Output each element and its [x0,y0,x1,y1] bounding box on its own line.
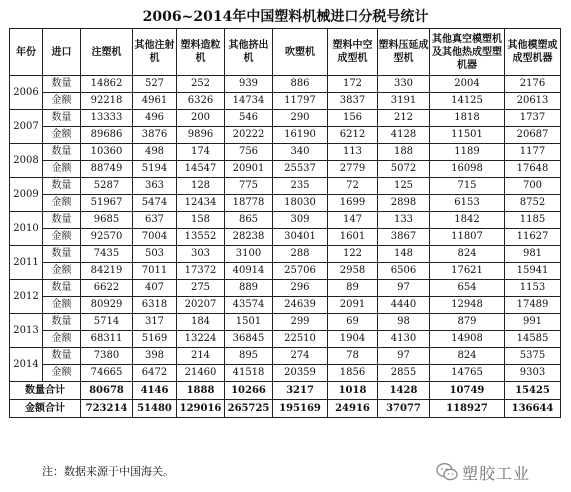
table-row [10,365,561,382]
table-row [10,331,561,348]
value-cell: 74665 [81,365,133,382]
value-cell: 172 [328,76,378,93]
total-value-cell: 80678 [81,382,133,400]
value-cell: 17648 [505,161,561,178]
total-value-cell: 723214 [81,400,133,418]
value-cell: 7435 [81,246,133,263]
metric-label: 金额 [43,297,81,314]
value-cell: 5714 [81,314,133,331]
value-cell: 4961 [133,93,177,110]
value-cell: 6506 [378,263,430,280]
value-cell: 12948 [430,297,505,314]
value-cell: 6326 [177,93,225,110]
table-row [10,314,561,331]
value-cell: 5375 [505,348,561,365]
table-row [10,76,561,93]
value-cell: 14908 [430,331,505,348]
value-cell: 2091 [328,297,378,314]
value-cell: 113 [328,144,378,161]
column-header: 塑料中空成型机 [328,29,378,76]
value-cell: 200 [177,110,225,127]
value-cell: 8752 [505,195,561,212]
source-note: 注：数据来源于中国海关。 [42,465,174,478]
total-value-cell: 4146 [133,382,177,400]
value-cell: 20207 [177,297,225,314]
table-row [10,348,561,365]
column-header: 注塑机 [81,29,133,76]
value-cell: 309 [273,212,328,229]
value-cell: 11807 [430,229,505,246]
value-cell: 9685 [81,212,133,229]
total-value-cell: 10266 [225,382,273,400]
total-value-cell: 15425 [505,382,561,400]
value-cell: 68311 [81,331,133,348]
year-cell: 2011 [10,246,43,280]
value-cell: 330 [378,76,430,93]
value-cell: 889 [225,280,273,297]
value-cell: 865 [225,212,273,229]
value-cell: 16098 [430,161,505,178]
table-row [10,178,561,195]
value-cell: 16190 [273,127,328,144]
value-cell: 7004 [133,229,177,246]
metric-label: 数量 [43,314,81,331]
value-cell: 1601 [328,229,378,246]
metric-label: 金额 [43,195,81,212]
value-cell: 6212 [328,127,378,144]
value-cell: 15941 [505,263,561,280]
value-cell: 69 [328,314,378,331]
value-cell: 11797 [273,93,328,110]
value-cell: 503 [133,246,177,263]
value-cell: 89 [328,280,378,297]
value-cell: 11501 [430,127,505,144]
table-row [10,229,561,246]
metric-label: 数量 [43,348,81,365]
value-cell: 363 [133,178,177,195]
value-cell: 13333 [81,110,133,127]
value-cell: 84219 [81,263,133,280]
value-cell: 20222 [225,127,273,144]
value-cell: 1177 [505,144,561,161]
value-cell: 10360 [81,144,133,161]
year-cell: 2014 [10,348,43,382]
value-cell: 939 [225,76,273,93]
value-cell: 5072 [378,161,430,178]
value-cell: 756 [225,144,273,161]
total-value-cell: 136644 [505,400,561,418]
value-cell: 13224 [177,331,225,348]
value-cell: 14734 [225,93,273,110]
value-cell: 40914 [225,263,273,280]
total-row [10,400,561,418]
value-cell: 13552 [177,229,225,246]
value-cell: 12434 [177,195,225,212]
value-cell: 5287 [81,178,133,195]
watermark [436,460,564,484]
value-cell: 715 [430,178,505,195]
value-cell: 20901 [225,161,273,178]
year-cell: 2008 [10,144,43,178]
value-cell: 6472 [133,365,177,382]
value-cell: 25706 [273,263,328,280]
value-cell: 303 [177,246,225,263]
year-cell: 2013 [10,314,43,348]
total-value-cell: 1428 [378,382,430,400]
value-cell: 4440 [378,297,430,314]
value-cell: 700 [505,178,561,195]
value-cell: 148 [378,246,430,263]
value-cell: 879 [430,314,505,331]
value-cell: 2176 [505,76,561,93]
value-cell: 188 [378,144,430,161]
value-cell: 214 [177,348,225,365]
value-cell: 18778 [225,195,273,212]
metric-label: 数量 [43,178,81,195]
value-cell: 92218 [81,93,133,110]
total-value-cell: 118927 [430,400,505,418]
metric-label: 数量 [43,110,81,127]
value-cell: 654 [430,280,505,297]
value-cell: 43574 [225,297,273,314]
total-value-cell: 1888 [177,382,225,400]
value-cell: 17372 [177,263,225,280]
year-cell: 2006 [10,76,43,110]
value-cell: 1818 [430,110,505,127]
value-cell: 9303 [505,365,561,382]
value-cell: 212 [378,110,430,127]
value-cell: 1699 [328,195,378,212]
value-cell: 290 [273,110,328,127]
value-cell: 14547 [177,161,225,178]
value-cell: 1153 [505,280,561,297]
value-cell: 24639 [273,297,328,314]
value-cell: 5169 [133,331,177,348]
total-row [10,382,561,400]
value-cell: 128 [177,178,225,195]
value-cell: 398 [133,348,177,365]
value-cell: 2004 [430,76,505,93]
value-cell: 1737 [505,110,561,127]
watermark-text: 塑胶工业 [462,463,531,483]
value-cell: 407 [133,280,177,297]
value-cell: 36845 [225,331,273,348]
value-cell: 7380 [81,348,133,365]
table-row [10,161,561,178]
value-cell: 274 [273,348,328,365]
value-cell: 637 [133,212,177,229]
total-value-cell: 10749 [430,382,505,400]
value-cell: 275 [177,280,225,297]
value-cell: 174 [177,144,225,161]
value-cell: 20687 [505,127,561,144]
column-header: 塑料压延成型机 [378,29,430,76]
value-cell: 125 [378,178,430,195]
value-cell: 98 [378,314,430,331]
value-cell: 1189 [430,144,505,161]
value-cell: 3100 [225,246,273,263]
value-cell: 97 [378,348,430,365]
value-cell: 288 [273,246,328,263]
value-cell: 6153 [430,195,505,212]
metric-label: 数量 [43,280,81,297]
table-row [10,263,561,280]
year-cell: 2007 [10,110,43,144]
value-cell: 3876 [133,127,177,144]
table-row [10,280,561,297]
value-cell: 7011 [133,263,177,280]
value-cell: 20359 [273,365,328,382]
column-header: 其他挤出机 [225,29,273,76]
value-cell: 981 [505,246,561,263]
value-cell: 886 [273,76,328,93]
import-stats-table [9,28,561,418]
value-cell: 991 [505,314,561,331]
column-header: 其他真空模塑机及其他热成型塑机器 [430,29,505,76]
value-cell: 5474 [133,195,177,212]
value-cell: 184 [177,314,225,331]
column-header: 吹塑机 [273,29,328,76]
value-cell: 6622 [81,280,133,297]
value-cell: 895 [225,348,273,365]
value-cell: 133 [378,212,430,229]
metric-label: 金额 [43,263,81,280]
value-cell: 17621 [430,263,505,280]
value-cell: 235 [273,178,328,195]
value-cell: 5194 [133,161,177,178]
table-row [10,246,561,263]
value-cell: 498 [133,144,177,161]
metric-label: 金额 [43,331,81,348]
metric-label: 数量 [43,76,81,93]
value-cell: 2958 [328,263,378,280]
value-cell: 546 [225,110,273,127]
metric-label: 金额 [43,365,81,382]
table-title: 2006~2014年中国塑料机械进口分税号统计 [142,9,429,25]
value-cell: 296 [273,280,328,297]
value-cell: 2779 [328,161,378,178]
value-cell: 775 [225,178,273,195]
value-cell: 88749 [81,161,133,178]
table-row [10,110,561,127]
value-cell: 299 [273,314,328,331]
value-cell: 1904 [328,331,378,348]
year-cell: 2012 [10,280,43,314]
total-value-cell: 24916 [328,400,378,418]
header-row [10,29,561,76]
value-cell: 122 [328,246,378,263]
wechat-icon [436,462,458,482]
value-cell: 252 [177,76,225,93]
value-cell: 21460 [177,365,225,382]
column-header: 年份 [10,29,43,76]
total-value-cell: 1018 [328,382,378,400]
column-header: 其他注射机 [133,29,177,76]
value-cell: 2898 [378,195,430,212]
value-cell: 17489 [505,297,561,314]
value-cell: 25537 [273,161,328,178]
value-cell: 156 [328,110,378,127]
value-cell: 496 [133,110,177,127]
value-cell: 147 [328,212,378,229]
metric-label: 数量 [43,144,81,161]
metric-label: 金额 [43,93,81,110]
value-cell: 72 [328,178,378,195]
total-value-cell: 37077 [378,400,430,418]
total-value-cell: 265725 [225,400,273,418]
table-row [10,127,561,144]
table-row [10,93,561,110]
table-row [10,144,561,161]
value-cell: 18030 [273,195,328,212]
metric-label: 金额 [43,229,81,246]
table-row [10,212,561,229]
value-cell: 97 [378,280,430,297]
value-cell: 22510 [273,331,328,348]
value-cell: 6318 [133,297,177,314]
table-row [10,195,561,212]
value-cell: 2855 [378,365,430,382]
value-cell: 824 [430,348,505,365]
value-cell: 30401 [273,229,328,246]
value-cell: 158 [177,212,225,229]
value-cell: 14765 [430,365,505,382]
value-cell: 317 [133,314,177,331]
metric-label: 金额 [43,127,81,144]
value-cell: 14125 [430,93,505,110]
table-row [10,297,561,314]
value-cell: 3837 [328,93,378,110]
total-label: 金额合计 [10,400,81,418]
value-cell: 824 [430,246,505,263]
value-cell: 11627 [505,229,561,246]
value-cell: 14862 [81,76,133,93]
value-cell: 78 [328,348,378,365]
value-cell: 9896 [177,127,225,144]
value-cell: 28238 [225,229,273,246]
total-value-cell: 195169 [273,400,328,418]
value-cell: 92570 [81,229,133,246]
value-cell: 1842 [430,212,505,229]
value-cell: 89686 [81,127,133,144]
total-value-cell: 129016 [177,400,225,418]
value-cell: 4128 [378,127,430,144]
value-cell: 3867 [378,229,430,246]
metric-label: 金额 [43,161,81,178]
value-cell: 80929 [81,297,133,314]
value-cell: 41518 [225,365,273,382]
metric-label: 数量 [43,212,81,229]
value-cell: 3191 [378,93,430,110]
column-header: 其他模塑或成型机器 [505,29,561,76]
value-cell: 1856 [328,365,378,382]
value-cell: 340 [273,144,328,161]
metric-label: 数量 [43,246,81,263]
value-cell: 1501 [225,314,273,331]
year-cell: 2009 [10,178,43,212]
column-header: 塑料造粒机 [177,29,225,76]
total-value-cell: 3217 [273,382,328,400]
value-cell: 1185 [505,212,561,229]
column-header: 进口 [43,29,81,76]
value-cell: 527 [133,76,177,93]
total-value-cell: 51480 [133,400,177,418]
total-label: 数量合计 [10,382,81,400]
value-cell: 20613 [505,93,561,110]
value-cell: 14585 [505,331,561,348]
value-cell: 51967 [81,195,133,212]
value-cell: 4130 [378,331,430,348]
year-cell: 2010 [10,212,43,246]
